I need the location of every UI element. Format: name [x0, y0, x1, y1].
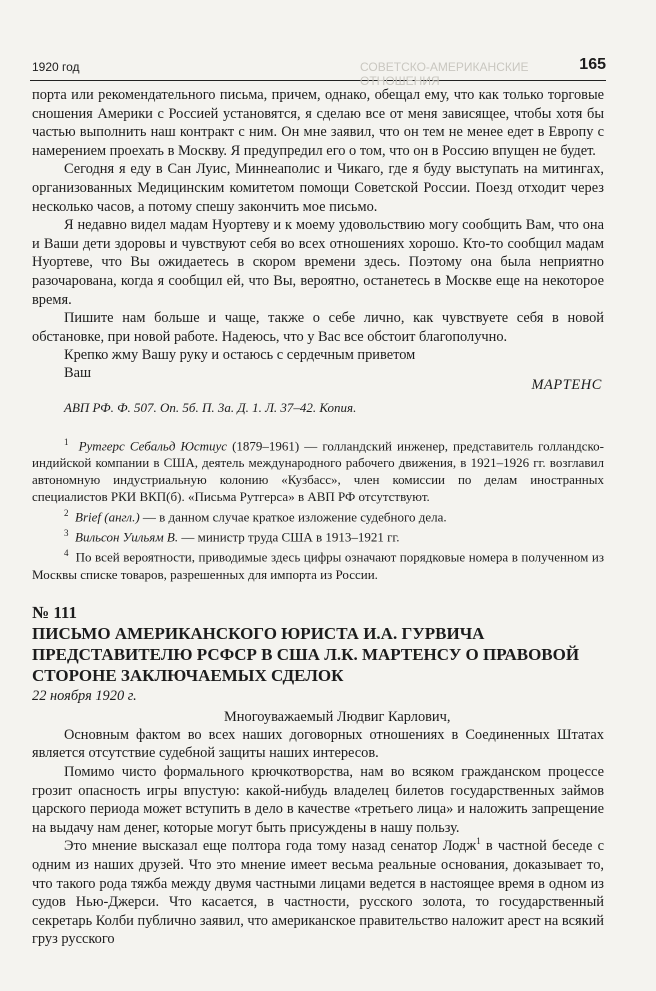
document-paragraph-3: Это мнение высказал еще полтора года тому назад сенатор Лодж$^1$ в частной беседе с одним из наших друзей. Что это мнение имеет весьма реальные основания, доказывает то, что такого рода тяжба между двумя частными лицами ведется в настоящее время в одном из судов Нью-Джерси. Что касается, в частности, русского золота, то государственный секретарь Колби публично заявил, что американское правительство наложит арест на всякий груз русского — [32, 836, 604, 948]
document-date: 22 ноября 1920 г. — [32, 687, 137, 704]
document-paragraph-1: Основным фактом во всех наших договорных отношениях в Соединенных Штатах является отсутствие судебной защиты наших интересов. — [32, 726, 604, 762]
document-number: № 111 — [32, 602, 77, 622]
document-paragraph-2: Помимо чисто формального крючкотворства, нам во всяком гражданском процессе грозит опасность игры впустую: какой-нибудь владелец билетов государственных займов царского периода может вступить в дело в качестве «третьего лица» и наложить запрещение на выдачу нам денег, которые могут быть присуждены в нашу пользу. — [32, 764, 604, 836]
running-head-title: СОВЕТСКО-АМЕРИКАНСКИЕ ОТНОШЕНИЯ — [360, 60, 529, 88]
footnote-1: $^1$ Рутгерс Себальд Юстиус (1879–1961) — голландский инженер, представитель голландско-индийской компании в США, деятель международного рабочего движения, в 1921–1926 гг. возглавил автономную индустриальную колонию «Кузбасс», член комиссии по делам иностранных специалистов РКИ ВКП(б). «Письма Рутгерса» в АВП РФ отсутствуют. — [32, 436, 605, 504]
running-head — [30, 56, 606, 88]
salutation: Многоуважаемый Людвиг Карлович, — [224, 708, 451, 725]
page-number: 165 — [579, 56, 606, 73]
letter-paragraph-1: порта или рекомендательного письма, причем, однако, обещал ему, что как только торговые сношения Америки с Россией установятся, я сделаю все от меня зависящее, чтобы хотя бы частью выполнить наш контракт с ним. Он мне заявил, что он тем не менее едет в Европу с намерением проехать в Москву. Я предупредил его о том, что он в Россию впущен не будет. — [32, 87, 604, 159]
letter-paragraph-4: Пишите нам больше и чаще, также о себе лично, как чувствуете себя в новой обстановке, при новой работе. Надеюсь, что у Вас все обстоит благополучно. — [32, 310, 604, 345]
signature: МАРТЕНС — [531, 376, 602, 393]
signature-block — [32, 364, 604, 393]
footnote-2: $^2$ Brief (англ.) — в данном случае краткое изложение судебного дела. — [64, 507, 447, 525]
letter-paragraph-2: Сегодня я еду в Сан Луис, Миннеаполис и Чикаго, где я буду выступать на митингах, организованных Медицинским комитетом помощи Советской России. Поезд отходит через несколько часов, а потому спешу закончить мое письмо. — [32, 161, 604, 215]
closing-word: Ваш — [64, 364, 92, 381]
page-content — [32, 86, 604, 949]
running-head-year: 1920 год — [32, 60, 80, 74]
archive-source: АВП РФ. Ф. 507. Оп. 5б. П. 3а. Д. 1. Л. 37–42. Копия. — [64, 399, 357, 415]
letter-closing: Крепко жму Вашу руку и остаюсь с сердечным приветом — [64, 347, 416, 364]
footnote-reference: 1 — [476, 836, 481, 847]
letter-paragraph-3: Я недавно видел мадам Нуортеву и к моему удовольствию могу сообщить Вам, что она и Ваши дети здоровы и чувствуют себя во всех отношениях хорошо. Кто-то сообщил мадам Нуортеве, что Вы ожидаетесь в скором времени здесь. Поэтому она была неприятно разочарована, когда я сообщил ей, что Вы, вероятно, останетесь в Москве еще на некоторое время. — [32, 217, 604, 308]
document-title: ПИСЬМО АМЕРИКАНСКОГО ЮРИСТА И.А. ГУРВИЧА ПРЕДСТАВИТЕЛЮ РСФСР В США Л.К. МАРТЕНСУ О ПРАВОВОЙ СТОРОНЕ ЗАКЛЮЧАЕМЫХ СДЕЛОК — [32, 623, 580, 685]
footnote-4: $^4$ По всей вероятности, приводимые здесь цифры означают порядковые номера в полученном из Москвы списке товаров, разрешенных для импорта из России. — [32, 548, 605, 582]
footnote-3: $^3$ Вильсон Уильям В. — министр труда США в 1913–1921 гг. — [64, 528, 400, 545]
